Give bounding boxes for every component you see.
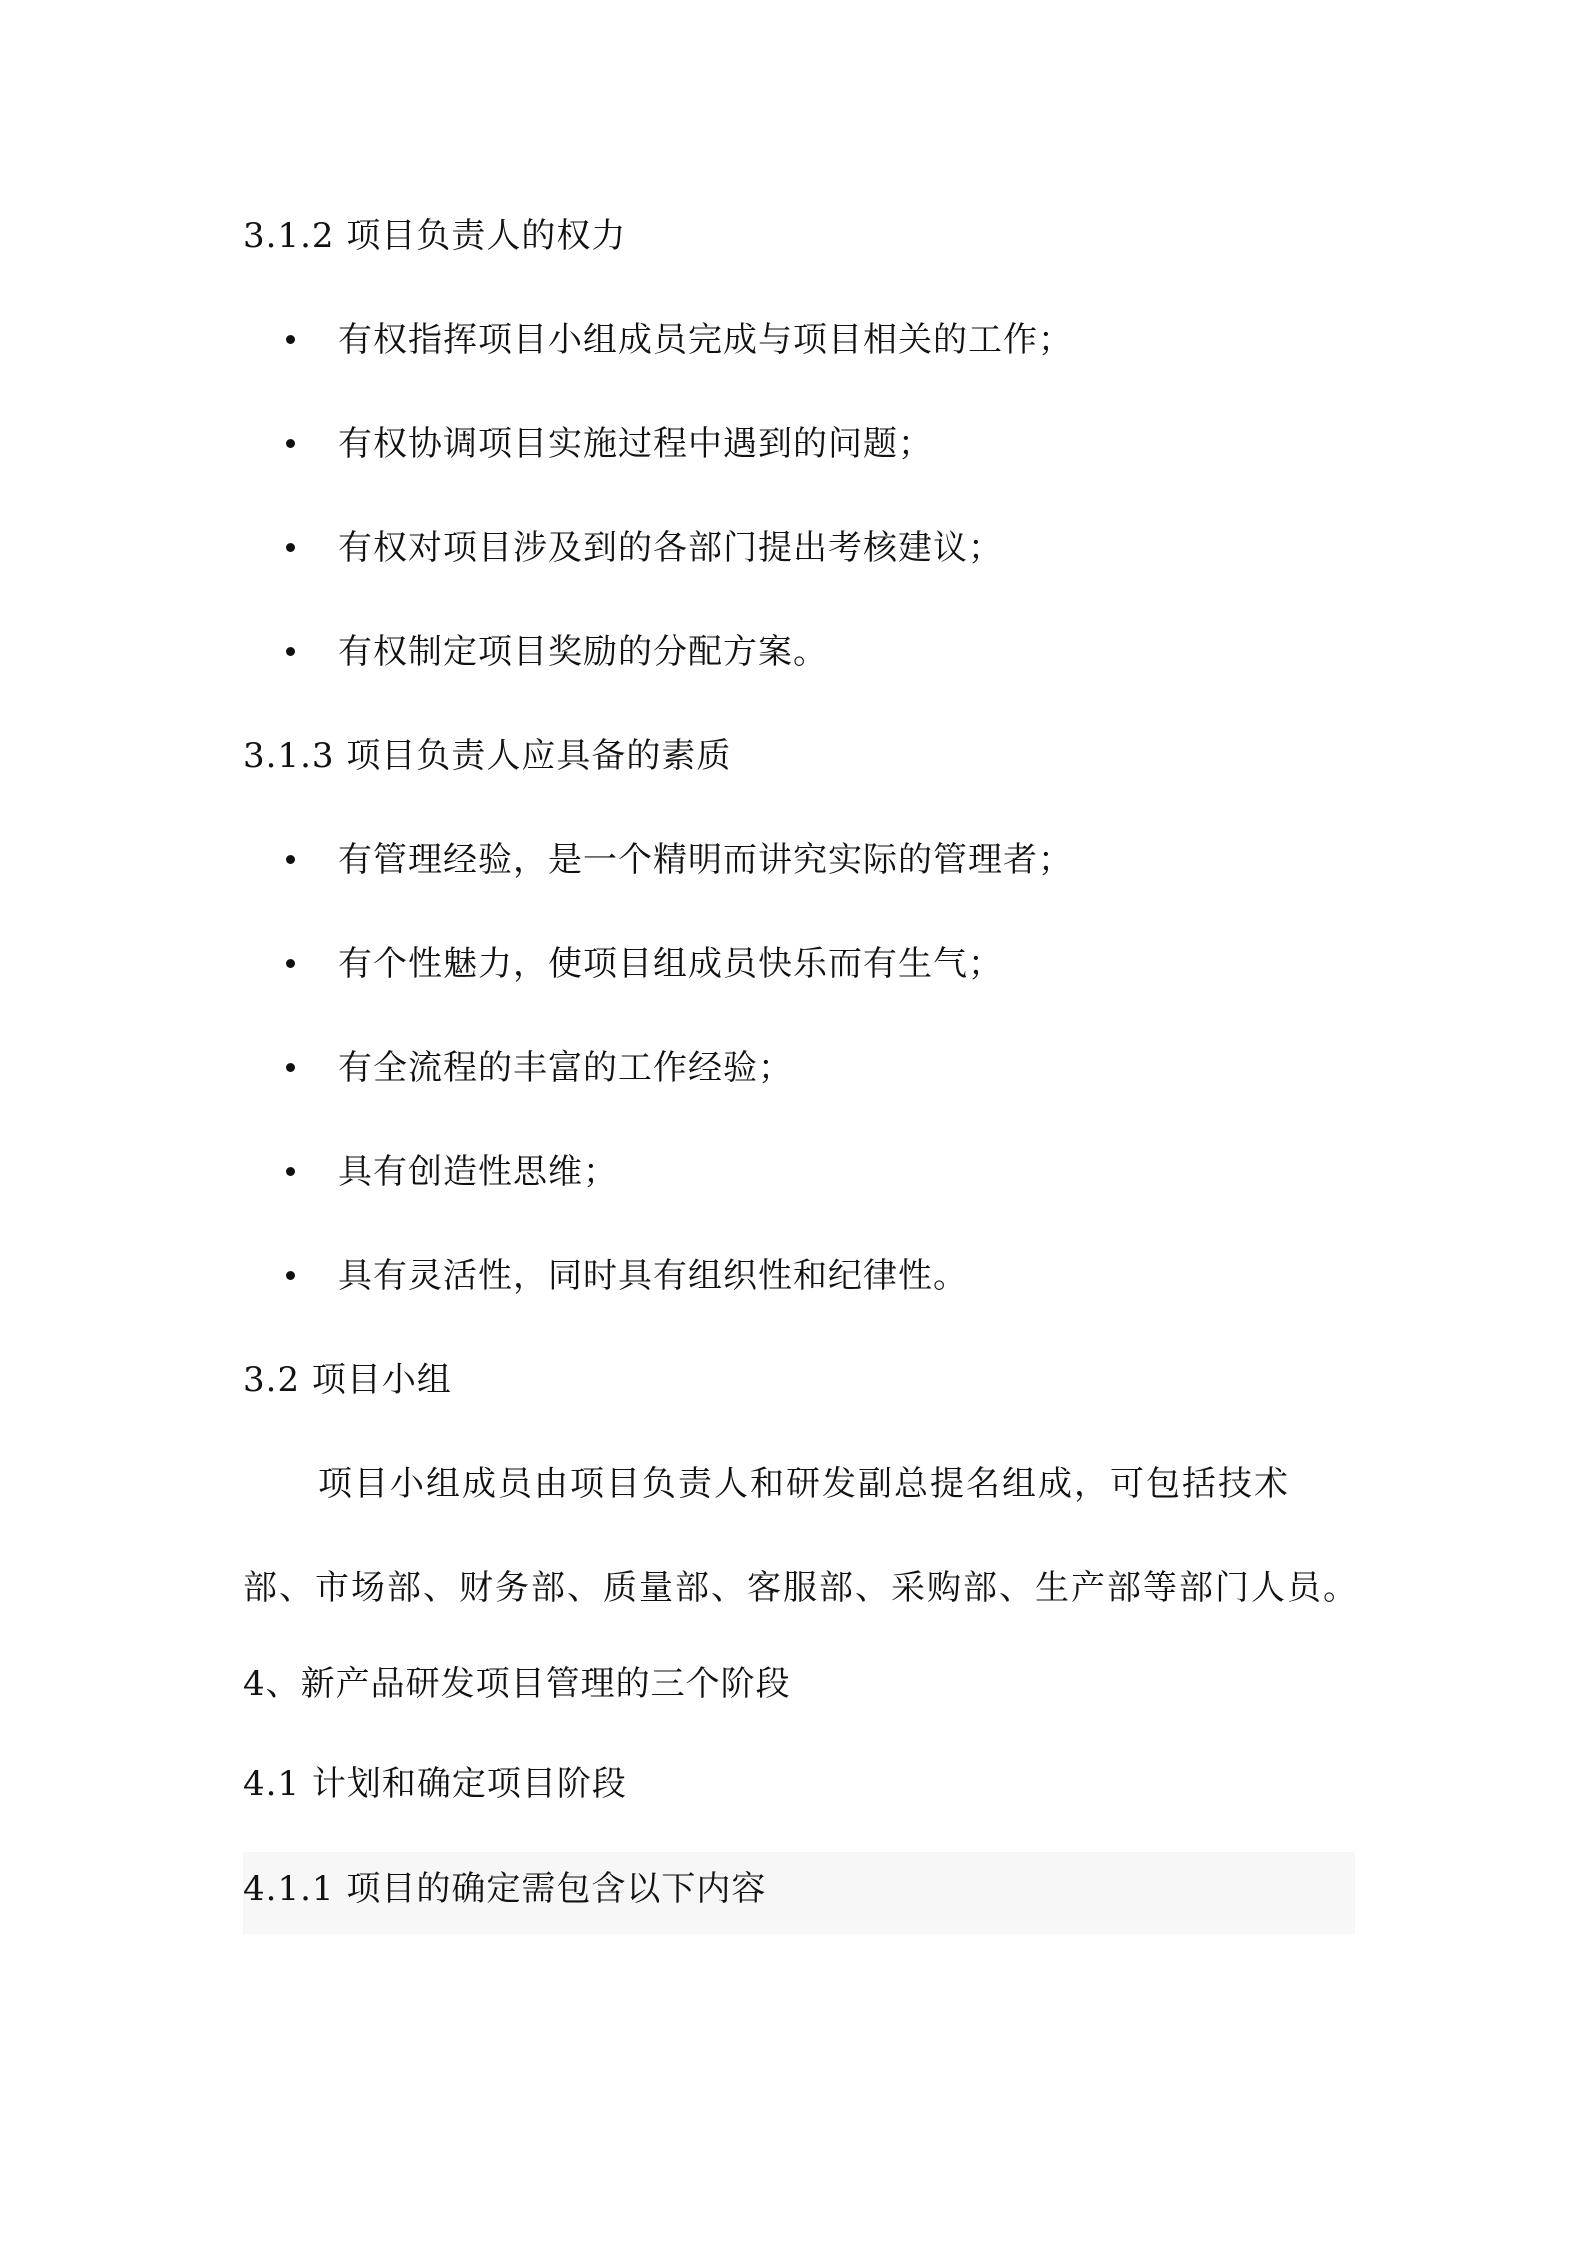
list-item-text: 有权对项目涉及到的各部门提出考核建议；: [338, 528, 1003, 568]
list-item-text: 有权协调项目实施过程中遇到的问题；: [338, 424, 933, 464]
heading-3-1-3: 3.1.3 项目负责人应具备的素质: [243, 736, 732, 776]
bullet-icon: [286, 1271, 295, 1280]
heading-4-1-1: 4.1.1 项目的确定需包含以下内容: [243, 1869, 767, 1909]
list-item-text: 具有创造性思维；: [338, 1152, 618, 1192]
bullet-icon: [286, 1167, 295, 1176]
bullet-icon: [286, 543, 295, 552]
heading-4: 4、新产品研发项目管理的三个阶段: [243, 1664, 791, 1704]
team-paragraph-line-1: 项目小组成员由项目负责人和研发副总提名组成，可包括技术: [318, 1464, 1290, 1504]
bullet-icon: [286, 855, 295, 864]
list-item-text: 有管理经验，是一个精明而讲究实际的管理者；: [338, 840, 1073, 880]
heading-4-1: 4.1 计划和确定项目阶段: [243, 1764, 627, 1804]
list-item-text: 有全流程的丰富的工作经验；: [338, 1048, 793, 1088]
list-item-text: 有权指挥项目小组成员完成与项目相关的工作；: [338, 320, 1073, 360]
heading-3-2: 3.2 项目小组: [243, 1360, 452, 1400]
heading-3-1-2: 3.1.2 项目负责人的权力: [243, 216, 627, 256]
list-item-text: 具有灵活性，同时具有组织性和纪律性。: [338, 1256, 968, 1296]
bullet-icon: [286, 647, 295, 656]
list-item-text: 有个性魅力，使项目组成员快乐而有生气；: [338, 944, 1003, 984]
bullet-icon: [286, 335, 295, 344]
bullet-icon: [286, 1063, 295, 1072]
bullet-icon: [286, 439, 295, 448]
list-item-text: 有权制定项目奖励的分配方案。: [338, 632, 828, 672]
team-paragraph-line-2: 部、市场部、财务部、质量部、客服部、采购部、生产部等部门人员。: [243, 1568, 1359, 1608]
bullet-icon: [286, 959, 295, 968]
